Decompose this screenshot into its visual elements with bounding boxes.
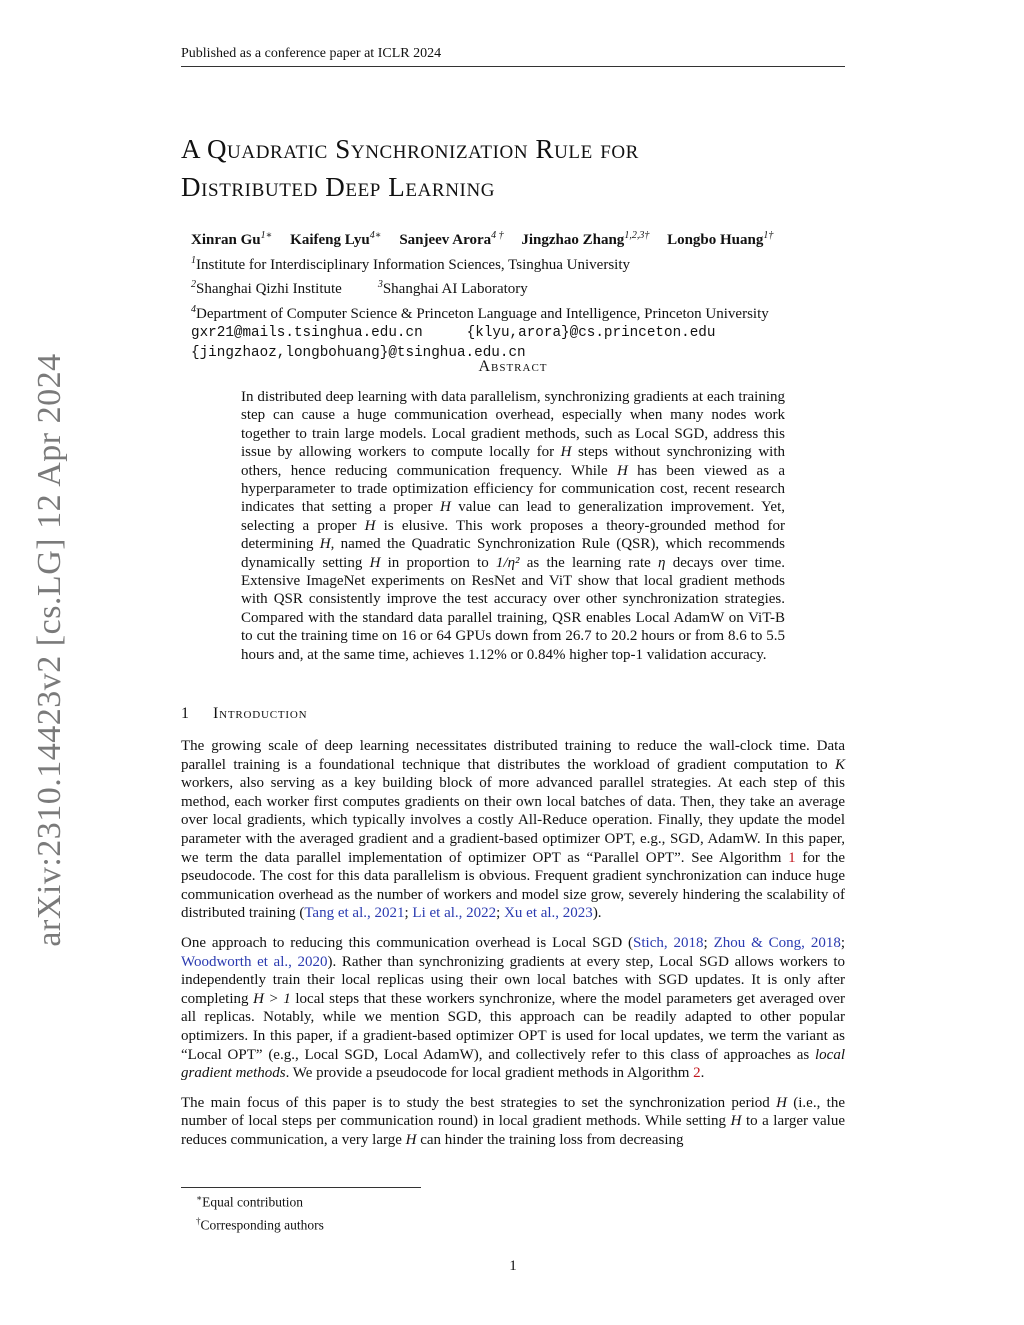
author-names [191, 226, 851, 251]
paper-title [181, 130, 845, 206]
citation-link[interactable]: Stich, 2018 [633, 934, 704, 951]
author-block [191, 226, 851, 363]
abstract-heading: Abstract [478, 358, 548, 375]
citation-link[interactable]: Zhou & Cong, 2018 [713, 934, 841, 951]
paragraph: One approach to reducing this communication overhead is Local SGD (Stich, 2018; Zhou & Cong, 2018; Woodworth et al., 2020). Rather than synchronizing gradients at every step, Local SGD allows workers to independently train their local replicas using their own local batches with SGD updates. It is only after completing H > 1 local steps that these workers synchronize, where the model parameters get averaged over all replicas. Notably, while we mention SGD, this approach can be readily adapted to other popular optimizers. In this paper, if a gradient-based optimizer OPT is used for local updates, we term the variant as “Local OPT” (e.g., Local SGD, Local AdamW), and collectively refer to this class of approaches as local gradient methods. We provide a pseudocode for local gradient methods in Algorithm 2. [181, 934, 845, 1082]
footnote: ∗Equal contribution [196, 1193, 303, 1210]
author: Xinran $Gu^{1∗}$ [191, 230, 273, 248]
paragraph: The main focus of this paper is to study the best strategies to set the synchronization period H (i.e., the number of local steps per communication round) in local gradient methods. While setting H to a larger value reduces communication, a very large H can hinder the training loss from decreasing [181, 1094, 846, 1148]
section-heading [181, 704, 845, 724]
email-line [191, 324, 851, 344]
footnotes [196, 1189, 836, 1234]
running-header: Published as a conference paper at ICLR 2024 [181, 46, 442, 61]
title-line-2: Distributed Deep Learning [181, 172, 496, 202]
footnote: †Corresponding authors [196, 1215, 324, 1232]
email[interactable]: {jingzhaoz,longbohuang}@tsinghua.edu.cn [191, 344, 526, 361]
arxiv-stamp: arXiv:2310.14423v2 [cs.LG] 12 Apr 2024 [31, 353, 68, 947]
citation-link[interactable]: Woodworth et al., 2020 [181, 953, 328, 970]
affiliation: $^4$Department of Computer Science & Princeton Language and Intelligence, Princeton University [191, 303, 769, 322]
citation-link[interactable]: Tang et al., 2021 [304, 905, 405, 922]
author: Kaifeng Lyu$^{4∗}$ [290, 230, 382, 248]
author: Jingzhao Zhang$^{1,2,3\dagger}$ [521, 230, 650, 248]
header-rule [181, 66, 845, 67]
title-line-1: A Quadratic Synchronization Rule for [181, 134, 639, 164]
author: Longbo Huang$^{1\dagger}$ [667, 230, 774, 248]
citation-link[interactable]: Xu et al., 2023 [504, 905, 593, 922]
page-number: 1 [509, 1258, 517, 1274]
algorithm-link[interactable]: 2 [693, 1065, 701, 1082]
affiliation: $^1$Institute for Interdisciplinary Information Sciences, Tsinghua University [191, 254, 630, 273]
body-text [181, 737, 845, 1160]
affiliation: $^2$Shanghai Qizhi Institute $^3$Shanghai AI Laboratory [191, 279, 528, 297]
algorithm-link[interactable]: 1 [788, 849, 796, 866]
paragraph: The growing scale of deep learning necessitates distributed training to reduce the wall-clock time. Data parallel training is a foundational technique that distributes the workload of gradient computation to K workers, also serving as a key building block of more advanced parallel strategies. At each step of this method, each worker first computes gradients on their own local batches of data. Then, they take an average over local gradients, which typically involves a costly All-Reduce operation. Finally, they update the model parameter with the averaged gradient and a gradient-based optimizer OPT, e.g., SGD, AdamW. In this paper, we term the data parallel implementation of optimizer OPT as “Parallel OPT”. See Algorithm 1 for the pseudocode. The cost for this data parallelism is obvious. Frequent gradient synchronization can induce huge communication overhead as the number of workers and model size grow, severely hindering the scalability of distributed training (Tang et al., 2021; Li et al., 2022; Xu et al., 2023). [181, 738, 845, 922]
citation-link[interactable]: Li et al., 2022 [412, 905, 497, 922]
abstract-text: In distributed deep learning with data parallelism, synchronizing gradients at each training step can cause a huge communication overhead, especially when many nodes work together to train large models. Local gradient methods, such as Local SGD, address this issue by allowing workers to compute locally for H steps without synchronizing with others, hence reducing communication frequency. While H has been viewed as a hyperparameter to trade optimization efficiency for communication cost, recent research indicates that setting a proper H value can lead to generalization improvement. Yet, selecting a proper H is elusive. This work proposes a theory-grounded method for determining H, named the Quadratic Synchronization Rule (QSR), which recommends dynamically setting H in proportion to 1/η² as the learning rate η decays over time. Extensive ImageNet experiments on ResNet and ViT show that local gradient methods with QSR consistently improve the test accuracy over other synchronization strategies. Compared with the standard data parallel training, QSR enables Local AdamW on ViT-B to cut the training time on 16 or 64 GPUs down from 26.7 to 20.2 hours or from 8.6 to 5.5 hours and, at the same time, achieves 1.12% or 0.84% higher top-1 validation accuracy. [241, 389, 786, 663]
email[interactable]: gxr21@mails.tsinghua.edu.cn [191, 325, 423, 341]
author: Sanjeev Arora$^{4 \dagger}$ [399, 230, 504, 248]
footnote-rule [181, 1187, 421, 1188]
email[interactable]: {klyu,arora}@cs.princeton.edu [466, 325, 716, 341]
section-title: Introduction [213, 705, 308, 722]
fraction: 1/η² [495, 554, 520, 571]
section-number: 1 [181, 705, 189, 722]
